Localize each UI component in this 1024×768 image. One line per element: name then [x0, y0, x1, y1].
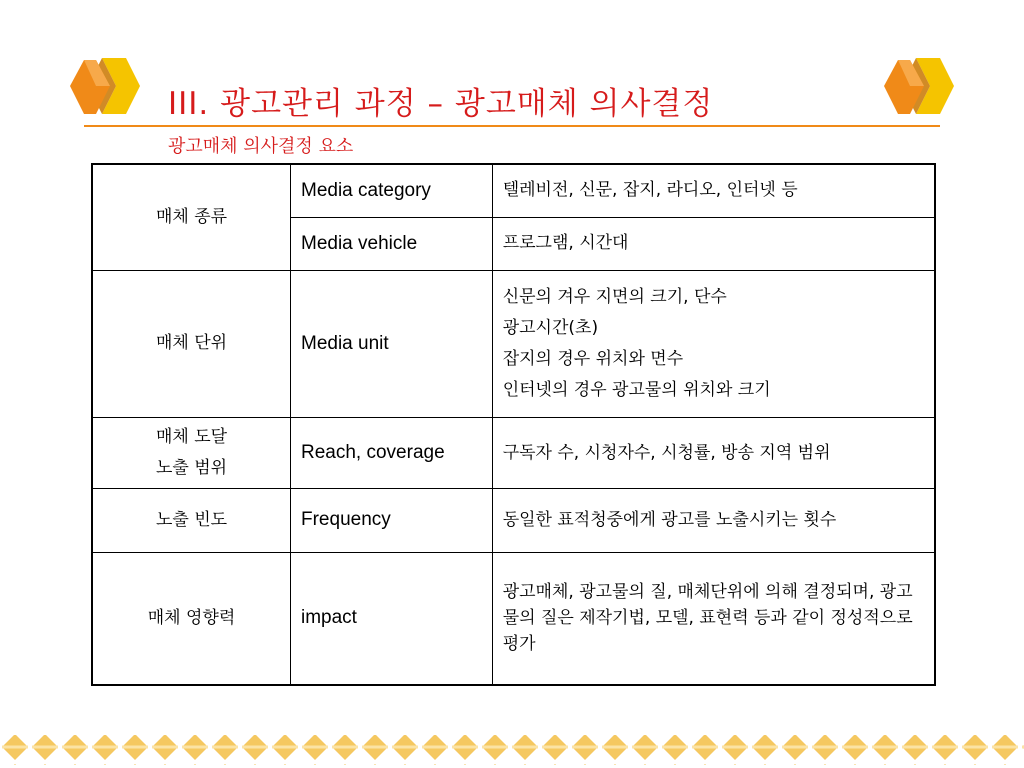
description-line: 텔레비전, 신문, 잡지, 라디오, 인터넷 등: [502, 180, 798, 201]
slide-subtitle: 광고매체 의사결정 요소: [168, 136, 354, 157]
decorative-cube-icon: [66, 56, 144, 120]
category-cell: [92, 417, 291, 488]
description-line: 인터넷의 경우 광고물의 위치와 크기: [502, 379, 771, 400]
description-line: 신문의 겨우 지면의 크기, 단수: [502, 286, 727, 307]
term-cell: Media vehicle: [291, 217, 493, 270]
category-cell: [92, 488, 291, 552]
table-row: [92, 417, 935, 488]
category-cell: [92, 552, 291, 685]
category-label: 노출 범위: [155, 457, 228, 478]
category-cell: [92, 164, 291, 270]
category-cell: [92, 270, 291, 417]
term-cell: Reach, coverage: [291, 417, 493, 488]
decorative-cube-icon: [880, 56, 958, 120]
term-cell: Media category: [291, 164, 493, 217]
table-row: [92, 552, 935, 685]
term-cell: Media unit: [291, 270, 493, 417]
category-label: 매체 도달: [155, 426, 228, 447]
media-decision-table: [91, 163, 936, 686]
description-cell: [492, 217, 935, 270]
description-line: 광고시간(초): [502, 317, 599, 338]
category-label: 노출 빈도: [155, 509, 228, 530]
category-label: 매체 영향력: [147, 607, 236, 628]
slide-title: III. 광고관리 과정 – 광고매체 의사결정: [168, 86, 714, 122]
description-line: 프로그램, 시간대: [502, 233, 629, 253]
table-row: [92, 164, 935, 217]
description-cell: [492, 270, 935, 417]
term-cell: impact: [291, 552, 493, 685]
description-line: 잡지의 경우 위치와 면수: [502, 348, 684, 369]
diamond-pattern: [0, 732, 1024, 768]
category-label: 매체 단위: [155, 333, 228, 353]
category-label: 매체 종류: [155, 206, 228, 227]
description-cell: 동일한 표적청중에게 광고를 노출시키는 횟수: [492, 488, 935, 552]
table-row: [92, 270, 935, 417]
title-underline: [84, 125, 940, 127]
description-cell: 광고매체, 광고물의 질, 매체단위에 의해 결정되며, 광고물의 질은 제작기법, 모델, 표현력 등과 같이 정성적으로 평가: [492, 552, 935, 685]
table-row: [92, 488, 935, 552]
description-cell: 구독자 수, 시청자수, 시청률, 방송 지역 범위: [492, 417, 935, 488]
description-cell: [492, 164, 935, 217]
term-cell: Frequency: [291, 488, 493, 552]
